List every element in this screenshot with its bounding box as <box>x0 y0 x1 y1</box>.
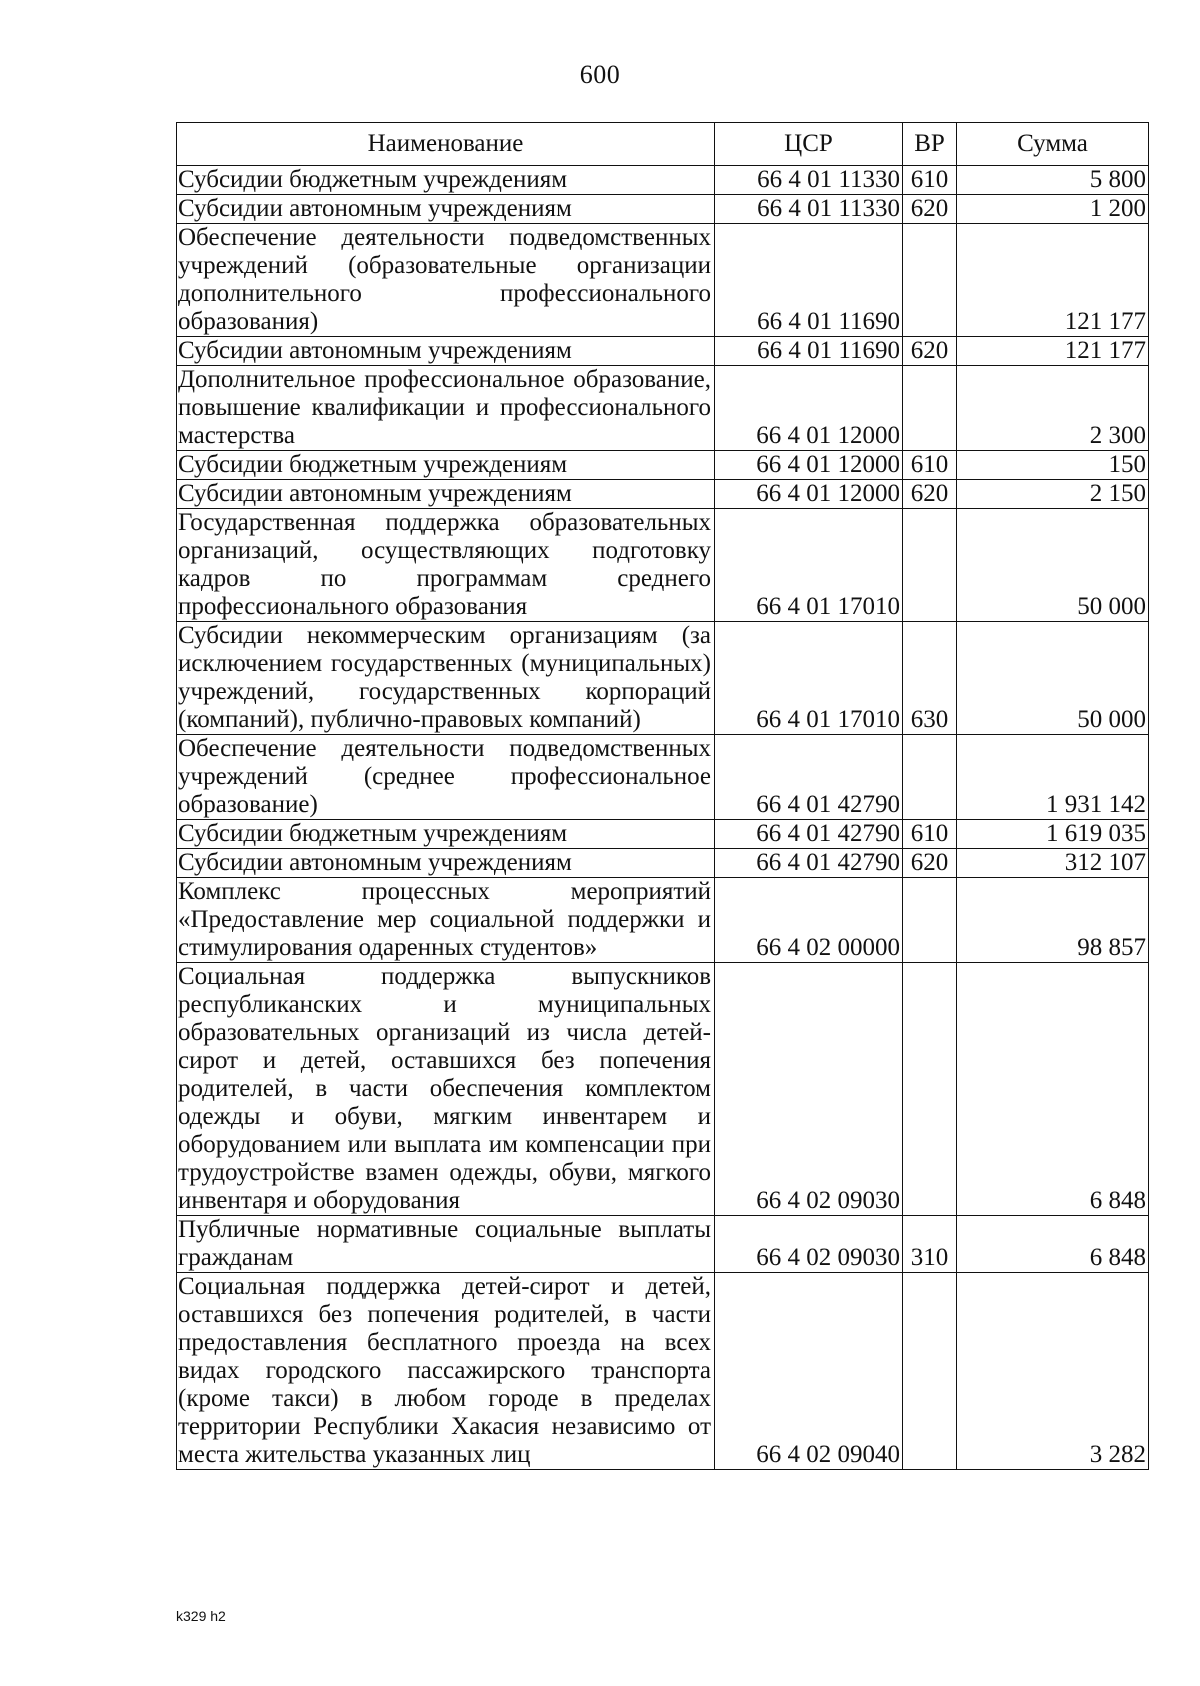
row-name-cell: Субсидии автономным учреждениям <box>177 480 715 509</box>
row-vr-cell: 610 <box>903 451 957 480</box>
table-row <box>177 451 1149 480</box>
row-csr-cell: 66 4 01 42790 <box>715 820 903 849</box>
row-name-cell: Государственная поддержка образовательных организаций, осуществляющих подготовку кадров по программам среднего профессионального образования <box>177 509 715 622</box>
row-vr-cell <box>903 735 957 820</box>
row-sum-cell: 312 107 <box>957 849 1149 878</box>
table-row <box>177 820 1149 849</box>
row-csr-cell: 66 4 02 09030 <box>715 963 903 1216</box>
row-sum-cell: 121 177 <box>957 337 1149 366</box>
row-vr-cell <box>903 963 957 1216</box>
row-sum-cell: 6 848 <box>957 1216 1149 1273</box>
row-vr-cell: 610 <box>903 166 957 195</box>
row-csr-cell: 66 4 01 11330 <box>715 195 903 224</box>
row-name-cell: Субсидии бюджетным учреждениям <box>177 820 715 849</box>
table-row <box>177 480 1149 509</box>
table-row <box>177 366 1149 451</box>
row-csr-cell: 66 4 01 11690 <box>715 337 903 366</box>
header-row <box>177 123 1149 166</box>
table-row <box>177 963 1149 1216</box>
page-number: 600 <box>579 60 621 89</box>
row-sum-cell: 1 200 <box>957 195 1149 224</box>
row-csr-cell: 66 4 01 12000 <box>715 366 903 451</box>
row-name-cell: Социальная поддержка детей-сирот и детей, оставшихся без попечения родителей, в части предоставления бесплатного проезда на всех видах городского пассажирского транспорта (кроме такси) в любом городе в пределах территории Республики Хакасия независимо от места жительства указанных лиц <box>177 1273 715 1470</box>
row-vr-cell <box>903 366 957 451</box>
table-row <box>177 195 1149 224</box>
row-name-cell: Социальная поддержка выпускников республиканских и муниципальных образовательных организаций из числа детей-сирот и детей, оставшихся без попечения родителей, в части обеспечения комплектом одежды и обуви, мягким инвентарем и оборудованием или выплата им компенсации при трудоустройстве взамен одежды, обуви, мягкого инвентаря и оборудования <box>177 963 715 1216</box>
row-csr-cell: 66 4 01 11690 <box>715 224 903 337</box>
table-row <box>177 509 1149 622</box>
table-row <box>177 337 1149 366</box>
row-name-cell: Субсидии автономным учреждениям <box>177 337 715 366</box>
row-csr-cell: 66 4 02 09040 <box>715 1273 903 1470</box>
row-vr-cell: 310 <box>903 1216 957 1273</box>
budget-table <box>176 122 1149 1470</box>
row-sum-cell: 1 619 035 <box>957 820 1149 849</box>
row-csr-cell: 66 4 01 17010 <box>715 622 903 735</box>
row-name-cell: Обеспечение деятельности подведомственных учреждений (среднее профессиональное образование) <box>177 735 715 820</box>
row-sum-cell: 5 800 <box>957 166 1149 195</box>
row-csr-cell: 66 4 02 09030 <box>715 1216 903 1273</box>
row-sum-cell: 6 848 <box>957 963 1149 1216</box>
row-vr-cell: 620 <box>903 195 957 224</box>
row-vr-cell <box>903 509 957 622</box>
row-vr-cell: 620 <box>903 849 957 878</box>
footer-code: k329 h2 <box>176 1608 226 1624</box>
row-vr-cell: 620 <box>903 480 957 509</box>
row-name-cell: Субсидии автономным учреждениям <box>177 195 715 224</box>
header-vr: ВР <box>903 123 957 166</box>
row-sum-cell: 3 282 <box>957 1273 1149 1470</box>
row-name-cell: Субсидии некоммерческим организациям (за исключением государственных (муниципальных) учреждений, государственных корпораций (компаний), публично-правовых компаний) <box>177 622 715 735</box>
table-row <box>177 622 1149 735</box>
row-sum-cell: 50 000 <box>957 509 1149 622</box>
table-body <box>177 166 1149 1470</box>
row-csr-cell: 66 4 01 12000 <box>715 480 903 509</box>
table-row <box>177 849 1149 878</box>
row-name-cell: Публичные нормативные социальные выплаты гражданам <box>177 1216 715 1273</box>
header-csr: ЦСР <box>715 123 903 166</box>
row-vr-cell <box>903 878 957 963</box>
row-sum-cell: 2 300 <box>957 366 1149 451</box>
row-name-cell: Дополнительное профессиональное образование, повышение квалификации и профессионального мастерства <box>177 366 715 451</box>
row-sum-cell: 121 177 <box>957 224 1149 337</box>
header-sum: Сумма <box>957 123 1149 166</box>
row-name-cell: Комплекс процессных мероприятий «Предоставление мер социальной поддержки и стимулирования одаренных студентов» <box>177 878 715 963</box>
row-name-cell: Субсидии автономным учреждениям <box>177 849 715 878</box>
row-name-cell: Обеспечение деятельности подведомственных учреждений (образовательные организации дополнительного профессионального образования) <box>177 224 715 337</box>
row-name-cell: Субсидии бюджетным учреждениям <box>177 166 715 195</box>
header-name: Наименование <box>177 123 715 166</box>
row-sum-cell: 50 000 <box>957 622 1149 735</box>
row-sum-cell: 1 931 142 <box>957 735 1149 820</box>
table-row <box>177 224 1149 337</box>
row-csr-cell: 66 4 01 42790 <box>715 849 903 878</box>
row-csr-cell: 66 4 02 00000 <box>715 878 903 963</box>
row-csr-cell: 66 4 01 42790 <box>715 735 903 820</box>
table-row <box>177 1216 1149 1273</box>
row-name-cell: Субсидии бюджетным учреждениям <box>177 451 715 480</box>
table-row <box>177 878 1149 963</box>
row-vr-cell: 620 <box>903 337 957 366</box>
row-sum-cell: 2 150 <box>957 480 1149 509</box>
row-vr-cell <box>903 224 957 337</box>
row-vr-cell <box>903 1273 957 1470</box>
table-header <box>177 123 1149 166</box>
row-csr-cell: 66 4 01 17010 <box>715 509 903 622</box>
table-row <box>177 166 1149 195</box>
row-sum-cell: 98 857 <box>957 878 1149 963</box>
row-sum-cell: 150 <box>957 451 1149 480</box>
table-row <box>177 1273 1149 1470</box>
row-vr-cell: 610 <box>903 820 957 849</box>
row-csr-cell: 66 4 01 11330 <box>715 166 903 195</box>
table-row <box>177 735 1149 820</box>
row-csr-cell: 66 4 01 12000 <box>715 451 903 480</box>
row-vr-cell: 630 <box>903 622 957 735</box>
